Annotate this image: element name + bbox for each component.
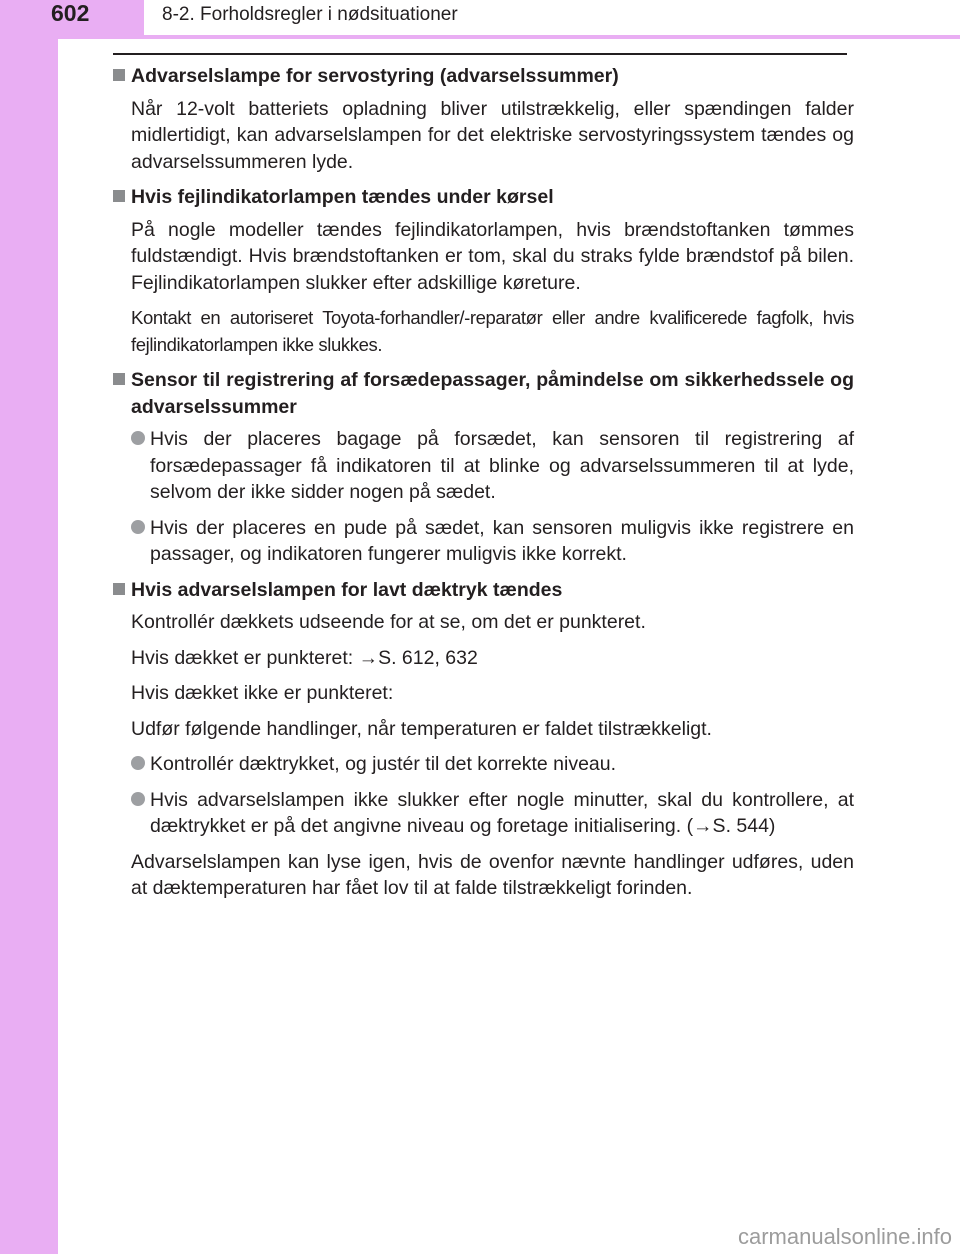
square-bullet-icon — [113, 373, 125, 385]
page-content — [113, 63, 854, 911]
content-top-rule — [113, 53, 847, 55]
square-bullet-icon — [113, 583, 125, 595]
list-item-text: Hvis der placeres en pude på sædet, kan sensoren muligvis ikke registrere en passager, og indikatoren fungerer muligvis ikke korrekt. — [150, 516, 854, 565]
heading-text: Hvis advarselslampen for lavt dæktryk tændes — [131, 578, 563, 601]
section-heading — [113, 577, 854, 604]
round-bullet-icon — [131, 431, 145, 445]
page-header — [0, 0, 960, 40]
list-item — [113, 515, 854, 568]
paragraph: Kontrollér dækkets udseende for at se, om det er punkteret. — [131, 611, 646, 633]
paragraph: Udfør følgende handlinger, når temperaturen er faldet tilstrækkeligt. — [131, 717, 712, 740]
heading-text: Advarselslampe for servostyring (advarselssummer) — [131, 65, 619, 87]
paragraph: Kontakt en autoriseret Toyota-forhandler/-reparatør eller andre kvalificerede fagfolk, hvis fejlindikatorlampen ikke slukkes. — [131, 307, 854, 355]
section-heading — [113, 367, 854, 420]
header-rule — [0, 35, 960, 39]
paragraph: Når 12-volt batteriets opladning bliver utilstrækkelig, eller spændingen falder midlertidigt, kan advarselslampen for det elektriske servostyringssystem tændes og advarselssummeren lyde. — [131, 97, 854, 173]
section-heading — [113, 63, 854, 90]
page-side-strip — [0, 0, 58, 1254]
list-item — [113, 787, 854, 840]
page-number: 602 — [0, 0, 144, 36]
heading-text: Sensor til registrering af forsædepassager, påmindelse om sikkerhedssele og advarselssummer — [131, 369, 854, 418]
section-heading — [113, 184, 854, 211]
round-bullet-icon — [131, 792, 145, 806]
list-item — [113, 751, 854, 778]
list-item-text: Kontrollér dæktrykket, og justér til det korrekte niveau. — [150, 753, 617, 775]
list-item-text: Hvis der placeres bagage på forsædet, kan sensoren til registrering af forsædepassager få indikatoren til at blinke og advarselssummeren til at lyde, selvom der ikke sidder nogen på sædet. — [150, 428, 854, 503]
square-bullet-icon — [113, 190, 125, 202]
paragraph: Hvis dækket ikke er punkteret: — [131, 682, 394, 704]
footer-watermark: carmanualsonline.info — [737, 1224, 952, 1249]
paragraph: Advarselslampen kan lyse igen, hvis de ovenfor nævnte handlinger udføres, uden at dæktemperaturen har fået lov til at falde tilstrækkeligt forinden. — [131, 850, 854, 899]
paragraph: Hvis dækket er punkteret: →S. 612, 632 — [131, 646, 478, 669]
paragraph: På nogle modeller tændes fejlindikatorlampen, hvis brændstoftanken tømmes fuldstændigt. Hvis brændstoftanken er tom, skal du straks fylde brændstof på bilen. Fejlindikatorlampen slukker efter adskillige køreture. — [131, 218, 854, 294]
list-item — [113, 426, 854, 506]
section-title: 8-2. Forholdsregler i nødsituationer — [162, 4, 458, 25]
round-bullet-icon — [131, 520, 145, 534]
square-bullet-icon — [113, 69, 125, 81]
list-item-text: Hvis advarselslampen ikke slukker efter nogle minutter, skal du kontrollere, at dæktrykket er på det angivne niveau og foretage initialisering. (→S. 544) — [150, 788, 854, 837]
heading-text: Hvis fejlindikatorlampen tændes under kørsel — [131, 186, 554, 208]
round-bullet-icon — [131, 756, 145, 770]
